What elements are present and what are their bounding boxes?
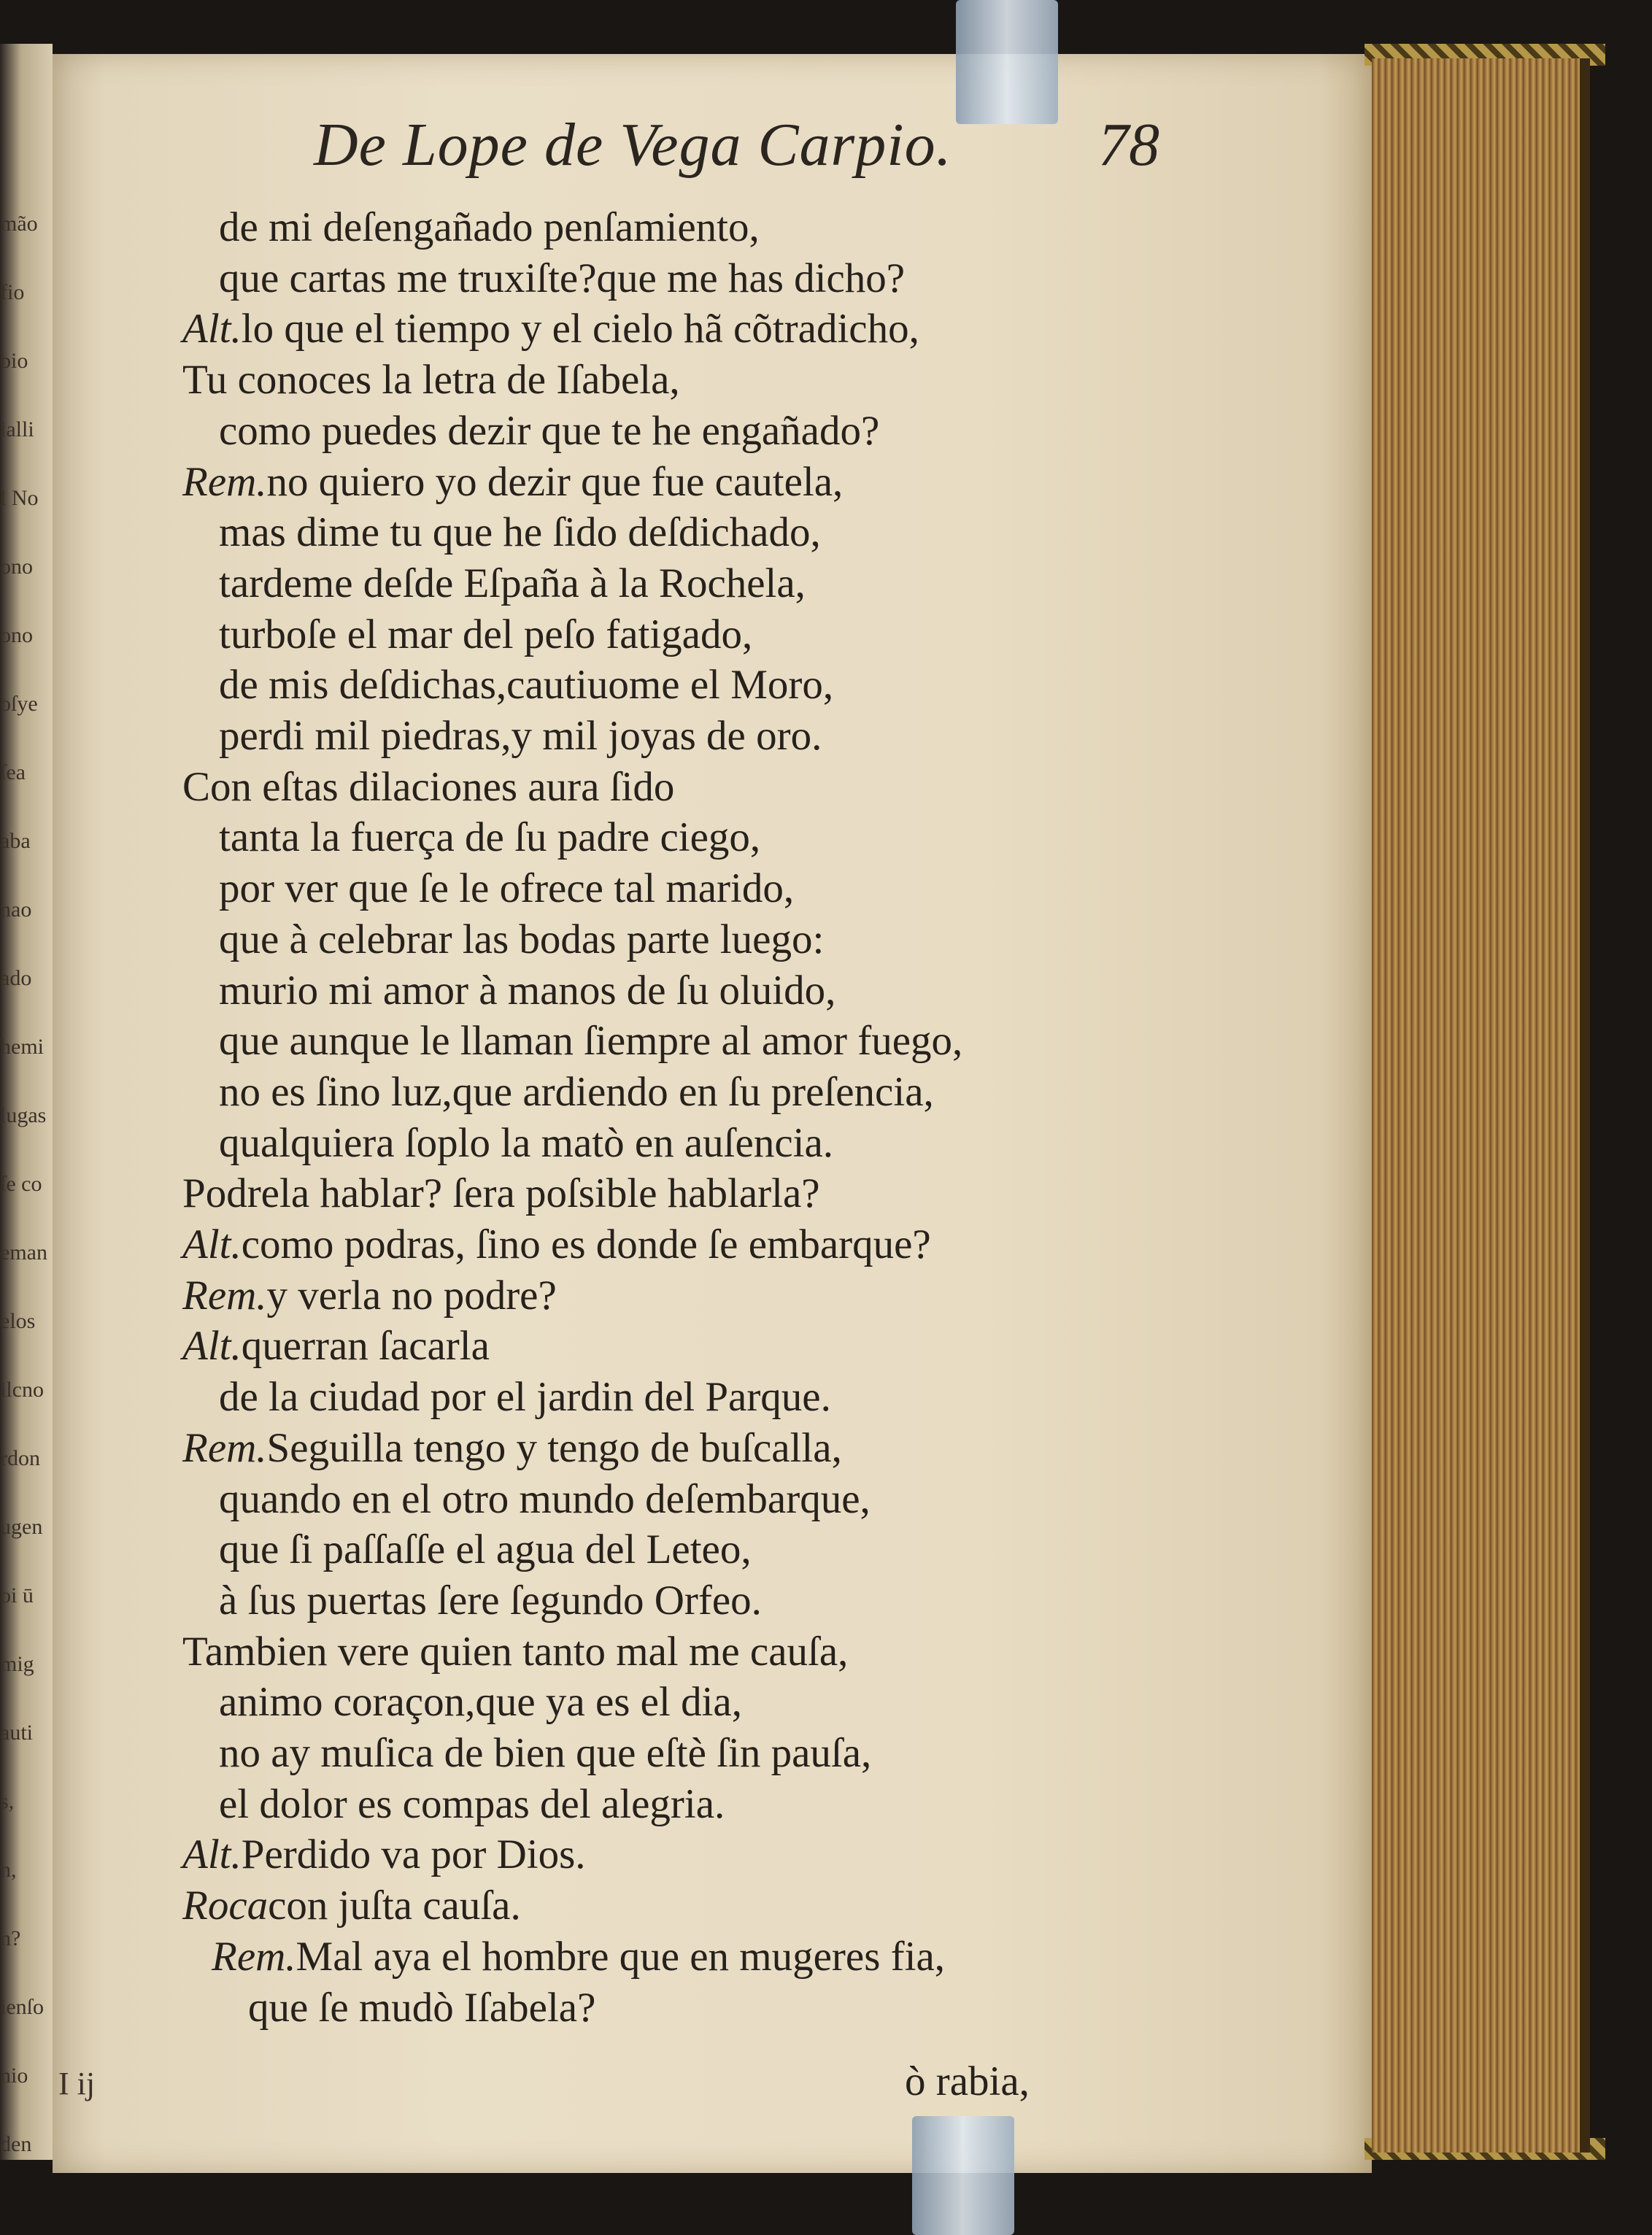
- verse-line: [182, 762, 674, 813]
- catchword: ò rabia,: [905, 2058, 1030, 2104]
- margin-fragment: elos: [0, 1309, 36, 1333]
- margin-fragment: l No: [0, 486, 39, 510]
- speaker-label: Rem.: [182, 458, 267, 505]
- margin-fragment: rdon: [0, 1446, 40, 1470]
- verse-text: tanta la fuerça de ſu padre ciego,: [219, 814, 761, 861]
- verse-text: de la ciudad por el jardin del Parque.: [219, 1374, 831, 1421]
- verse-line: [219, 1372, 831, 1423]
- speaker-label: Alt.: [182, 1323, 242, 1370]
- verse-text: que à celebrar las bodas parte luego:: [219, 916, 825, 962]
- page-clip-bottom: [912, 2116, 1014, 2235]
- verse-line: [182, 1880, 521, 1931]
- margin-fragment: ilcno: [0, 1378, 44, 1402]
- speaker-label: Rem.: [182, 1424, 267, 1471]
- verse-text: que aunque le llaman ſiempre al amor fuego,: [219, 1018, 963, 1065]
- verse-line: [219, 711, 822, 762]
- margin-fragment: nio: [0, 2064, 28, 2088]
- speaker-label: Alt.: [182, 1831, 242, 1878]
- margin-fragment: ſea: [0, 760, 26, 784]
- verse-line: [219, 1728, 871, 1779]
- verse-text: no ay muſica de bien que eſtè ſin pauſa,: [219, 1730, 872, 1776]
- margin-fragment: ſe co: [0, 1172, 42, 1196]
- margin-fragment: mig: [0, 1652, 34, 1676]
- verse-text: el dolor es compas del alegria.: [219, 1780, 725, 1827]
- margin-fragment: auti: [0, 1721, 33, 1745]
- speaker-label: Alt.: [182, 306, 242, 352]
- speaker-label: Rem.: [182, 1272, 267, 1319]
- verse-line: [248, 1983, 595, 2034]
- verse-text: y verla no podre?: [266, 1272, 557, 1319]
- verse-line: [219, 1118, 833, 1169]
- margin-fragment: oſye: [0, 692, 38, 716]
- verse-text: de mi deſengañado penſamiento,: [219, 204, 760, 250]
- margin-fragment: fio: [0, 280, 25, 304]
- verse-line: [219, 558, 806, 609]
- verse-line: [182, 355, 680, 406]
- verse-line: [182, 1168, 820, 1219]
- verse-text: no quiero yo dezir que fue cautela,: [266, 458, 844, 505]
- verse-line: [219, 253, 905, 304]
- verse-line: [182, 304, 919, 355]
- page-fore-edge: [1372, 58, 1590, 2153]
- verse-text: lo que el tiempo y el cielo hã cõtradicho,: [241, 306, 919, 352]
- verse-line: [219, 1067, 934, 1118]
- margin-fragment: lugas: [0, 1103, 47, 1127]
- verse-text: perdi mil piedras,y mil joyas de oro.: [219, 713, 822, 759]
- speaker-label: Rem.: [212, 1933, 296, 1980]
- margin-fragment: n?: [0, 1926, 21, 1950]
- verse-line: [182, 1321, 490, 1372]
- verse-line: [212, 1931, 945, 1983]
- page-clip-top: [956, 0, 1058, 124]
- margin-fragment: ado: [0, 966, 32, 990]
- verse-line: [219, 1474, 871, 1525]
- verse-line: [219, 202, 760, 253]
- verse-text: que cartas me truxiſte?que me has dicho?: [219, 255, 906, 301]
- verse-text: mas dime tu que he ſido deſdichado,: [219, 509, 821, 556]
- verse-text: que ſi paſſaſſe el agua del Leteo,: [219, 1526, 752, 1573]
- verse-line: [219, 1575, 762, 1626]
- speaker-label: Roca: [182, 1883, 269, 1929]
- verse-line: [219, 812, 760, 863]
- verse-text: Podrela hablar? ſera poſsible hablarla?: [182, 1170, 820, 1217]
- verse-text: Perdido va por Dios.: [241, 1831, 586, 1878]
- verse-text: murio mi amor à manos de ſu oluido,: [219, 967, 836, 1014]
- margin-fragment: aba: [0, 829, 31, 853]
- verse-text: à ſus puertas ſere ſegundo Orfeo.: [219, 1577, 762, 1624]
- verse-text: Seguilla tengo y tengo de buſcalla,: [266, 1424, 842, 1471]
- verse-line: [219, 507, 821, 558]
- verse-text: de mis deſdichas,cautiuome el Moro,: [219, 662, 834, 709]
- margin-fragment: nao: [0, 898, 32, 922]
- verse-line: [182, 1626, 848, 1678]
- verse-line: [219, 965, 835, 1016]
- verse-line: [219, 914, 824, 965]
- verse-text: tardeme deſde Eſpaña à la Rochela,: [219, 560, 806, 606]
- verse-text: turboſe el mar del peſo fatigado,: [219, 611, 753, 657]
- verse-line: [219, 660, 833, 711]
- verse-text: como puedes dezir que te he engañado?: [219, 407, 880, 454]
- verse-line: [182, 457, 843, 508]
- verse-text: Tu conoces la letra de Iſabela,: [182, 357, 680, 404]
- margin-fragment: lalli: [0, 417, 34, 441]
- signature-mark: I ij: [58, 2066, 96, 2101]
- verse-line: [219, 1677, 742, 1728]
- margin-fragment: n,: [0, 1858, 17, 1882]
- margin-fragment: mão: [0, 212, 38, 236]
- verse-text: que ſe mudò Iſabela?: [248, 1984, 596, 2031]
- verse-line: [219, 1779, 725, 1830]
- verse-text: como podras, ſino es donde ſe embarque?: [241, 1221, 931, 1267]
- verse-text: Mal aya el hombre que en mugeres fia,: [296, 1933, 946, 1980]
- verse-line: [182, 1219, 931, 1270]
- running-head: De Lope de Vega Carpio.: [314, 111, 952, 179]
- margin-fragment: bio: [0, 349, 28, 373]
- speaker-label: Alt.: [182, 1221, 242, 1267]
- margin-fragment: ono: [0, 555, 33, 579]
- verse-line: [219, 609, 752, 660]
- verse-line: [219, 406, 879, 457]
- verse-text: no es ſino luz,que ardiendo en ſu preſencia,: [219, 1068, 934, 1115]
- verse-text: Tambien vere quien tanto mal me cauſa,: [182, 1628, 849, 1675]
- margin-fragment: ugen: [0, 1515, 43, 1539]
- verse-text: quando en el otro mundo deſembarque,: [219, 1475, 871, 1522]
- verse-line: [219, 1524, 752, 1575]
- margin-fragment: ienſo: [0, 1995, 44, 2019]
- verse-text: Con eſtas dilaciones aura ſido: [182, 763, 675, 810]
- verse-text: qualquiera ſoplo la matò en auſencia.: [219, 1119, 834, 1166]
- verse-line: [219, 863, 794, 914]
- verse-line: [182, 1829, 586, 1880]
- verse-line: [182, 1423, 842, 1474]
- verse-text: querran ſacarla: [241, 1323, 490, 1370]
- verse-text: con juſta cauſa.: [268, 1883, 521, 1929]
- verse-text: animo coraçon,que ya es el dia,: [219, 1679, 742, 1726]
- margin-fragment: den: [0, 2132, 32, 2156]
- margin-fragment: s,: [0, 1789, 15, 1813]
- verse-line: [219, 1016, 962, 1067]
- margin-fragment: oi ū: [0, 1583, 34, 1607]
- margin-fragment: ono: [0, 623, 33, 647]
- margin-fragment: eman: [0, 1240, 47, 1265]
- verse-text: por ver que ſe le ofrece tal marido,: [219, 865, 795, 912]
- verse-line: [182, 1270, 557, 1321]
- folio-number: 78: [1098, 111, 1159, 179]
- margin-fragment: hemi: [0, 1035, 44, 1059]
